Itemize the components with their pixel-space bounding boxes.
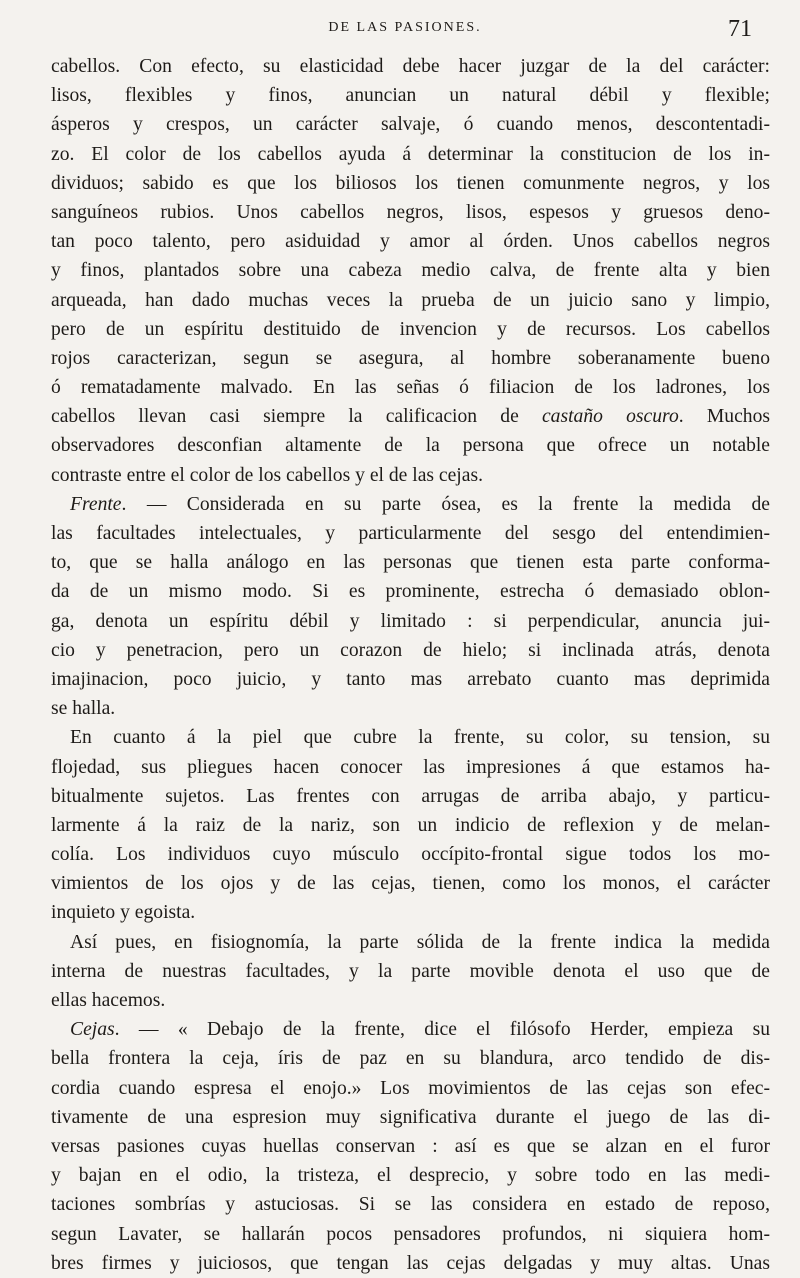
text-line: y bajan en el odio, la tristeza, el desprecio, y sobre todo en las medi- [51, 1165, 770, 1187]
text-line: observadores desconfian altamente de la persona que ofrece un notable [51, 435, 770, 457]
text-line: to, que se halla análogo en las personas que tienen esta parte conforma- [51, 552, 770, 574]
italic-term: castaño oscuro [541, 406, 679, 428]
text-line: ga, denota un espíritu débil y limitado : si perpendicular, anuncia jui- [51, 610, 770, 632]
line-text: cabellos llevan casi siempre la calificacion de [51, 406, 542, 428]
text-line: inquieto y egoista. [51, 902, 196, 924]
italic-term: Frente [70, 493, 122, 515]
text-line: ásperos y crespos, un carácter salvaje, ó cuando menos, descontentadi- [51, 114, 770, 136]
text-line: imajinacion, poco juicio, y tanto mas arrebato cuanto mas deprimida [51, 668, 770, 690]
text-line: bitualmente sujetos. Las frentes con arrugas de arriba abajo, y particu- [51, 785, 770, 807]
text-line: cordia cuando espresa el enojo.» Los movimientos de las cejas son efec- [51, 1077, 770, 1099]
text-line: cabellos. Con efecto, su elasticidad debe hacer juzgar de la del carácter: [51, 56, 770, 77]
text-line: las facultades intelectuales, y particularmente del sesgo del entendimien- [51, 523, 770, 544]
text-line: En cuanto á la piel que cubre la frente, su color, su tension, su [70, 727, 770, 749]
text-line: vimientos de los ojos y de las cejas, tienen, como los monos, el carácter [51, 873, 770, 895]
text-line: da de un mismo modo. Si es prominente, estrecha ó demasiado oblon- [51, 581, 770, 603]
text-line: flojedad, sus pliegues hacen conocer las impresiones á que estamos ha- [51, 756, 770, 778]
text-line: tan poco talento, pero asiduidad y amor al órden. Unos cabellos negros [51, 231, 770, 253]
text-line: sanguíneos rubios. Unos cabellos negros, lisos, espesos y gruesos deno- [51, 201, 770, 223]
text-line [51, 490, 770, 519]
line-text: . — Considerada en su parte ósea, es la frente la medida de [121, 493, 770, 515]
text-line: bres firmes y juiciosos, que tengan las cejas delgadas y muy altas. Unas [51, 1252, 770, 1274]
text-line: lisos, flexibles y finos, anuncian un natural débil y flexible; [51, 85, 770, 107]
text-line: ó rematadamente malvado. En las señas ó filiacion de los ladrones, los [51, 377, 770, 399]
text-line: colía. Los individuos cuyo músculo occípito-frontal sigue todos los mo- [51, 844, 770, 866]
text-line: interna de nuestras facultades, y la parte movible denota el uso que de [51, 960, 770, 982]
text-line: tivamente de una espresion muy significativa durante el juego de las di- [51, 1106, 770, 1128]
text-line: pero de un espíritu destituido de invencion y de recursos. Los cabellos [51, 318, 770, 340]
text-line: dividuos; sabido es que los biliosos los tienen comunmente negros, y los [51, 172, 770, 194]
line-text: . — « Debajo de la frente, dice el filósofo Herder, empieza su [114, 1019, 770, 1041]
text-line: ellas hacemos. [51, 990, 166, 1011]
text-line: larmente á la raiz de la nariz, son un indicio de reflexion y de melan- [51, 814, 770, 836]
line-text: . Muchos [678, 406, 770, 428]
text-line: Así pues, en fisiognomía, la parte sólida de la frente indica la medida [70, 931, 770, 953]
text-line: rojos caracterizan, segun se asegura, al hombre soberanamente bueno [51, 347, 770, 369]
text-line: bella frontera la ceja, íris de paz en su blandura, arco tendido de dis- [51, 1048, 770, 1070]
text-line: contraste entre el color de los cabellos y el de las cejas. [51, 464, 483, 486]
text-line: arqueada, han dado muchas veces la prueba de un juicio sano y limpio, [51, 289, 770, 311]
text-line: zo. El color de los cabellos ayuda á determinar la constitucion de los in- [51, 143, 770, 165]
text-line [51, 402, 770, 431]
text-line: se halla. [51, 698, 116, 720]
page-header [52, 16, 758, 46]
text-line: cio y penetracion, pero un corazon de hielo; si inclinada atrás, denota [51, 639, 770, 661]
body-text [51, 52, 770, 1278]
text-line: y finos, plantados sobre una cabeza medio calva, de frente alta y bien [51, 260, 770, 282]
text-line [51, 1015, 770, 1044]
italic-term: Cejas [70, 1019, 115, 1041]
text-line: segun Lavater, se hallarán pocos pensadores profundos, ni siquiera hom- [51, 1223, 770, 1245]
page-number: 71 [728, 16, 752, 42]
running-head: DE LAS PASIONES. [328, 20, 482, 35]
text-line: taciones sombrías y astuciosas. Si se las considera en estado de reposo, [51, 1194, 770, 1216]
text-line: versas pasiones cuyas huellas conservan : así es que se alzan en el furor [51, 1135, 770, 1157]
